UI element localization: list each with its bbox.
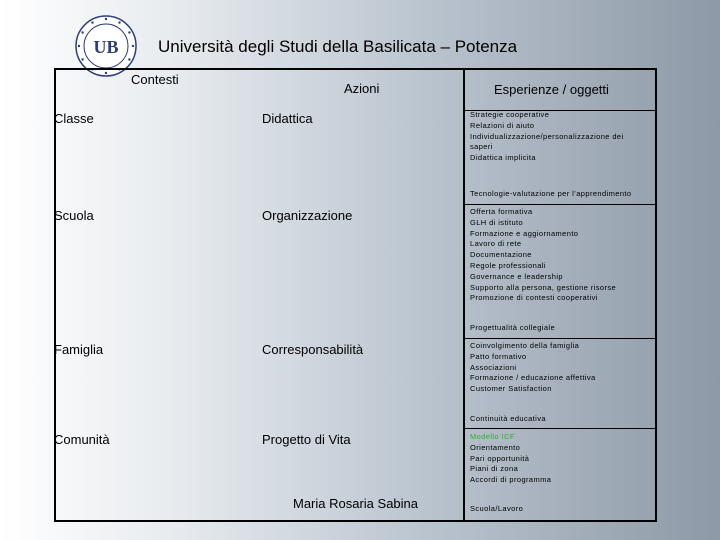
list-item: Regole professionali xyxy=(470,260,546,270)
cell-contesto-famiglia: Famiglia xyxy=(54,342,104,357)
esperienze-footer: Continuità educativa xyxy=(470,414,546,423)
list-item: Offerta formativa xyxy=(470,207,533,216)
list-item: Formazione e aggiornamento xyxy=(470,228,579,238)
list-item: Pari opportunità xyxy=(470,453,530,463)
table-right-border xyxy=(655,68,657,522)
list-item: Strategie cooperative xyxy=(470,110,550,119)
esperienze-list xyxy=(470,432,551,486)
list-item: Accordi di programma xyxy=(470,475,552,485)
list-item: Lavoro di rete xyxy=(470,239,522,249)
list-item: Relazioni di aiuto xyxy=(470,120,535,130)
esperienze-list xyxy=(470,207,616,304)
list-item: Associazioni xyxy=(470,362,517,372)
table-column-divider xyxy=(463,68,465,522)
esperienze-footer: Tecnologie-valutazione per l’apprendimento xyxy=(470,189,632,198)
esperienze-list xyxy=(470,341,596,395)
cell-azione-progetto-di-vita: Progetto di Vita xyxy=(262,432,351,447)
cell-azione-didattica: Didattica xyxy=(262,111,313,126)
table-row-divider xyxy=(463,204,655,205)
table-row-divider xyxy=(463,338,655,339)
header-azioni: Azioni xyxy=(344,81,380,96)
esperienze-footer: Scuola/Lavoro xyxy=(470,504,524,513)
esperienze-footer: Progettualità collegiale xyxy=(470,323,556,332)
list-item: Promozione di contesti cooperativi xyxy=(470,293,598,303)
cell-azione-corresponsabilita: Corresponsabilità xyxy=(262,342,364,357)
logo-monogram: UB xyxy=(93,37,119,57)
cell-contesto-scuola: Scuola xyxy=(54,208,94,223)
author-name: Maria Rosaria Sabina xyxy=(293,496,419,511)
list-item: Patto formativo xyxy=(470,351,527,361)
page-title: Università degli Studi della Basilicata – Potenza xyxy=(158,37,518,56)
cell-azione-organizzazione: Organizzazione xyxy=(262,208,353,223)
table-bottom-border xyxy=(54,520,657,522)
list-item: Customer Satisfaction xyxy=(470,384,552,394)
table-row-divider xyxy=(463,428,655,429)
list-item: Orientamento xyxy=(470,442,521,452)
list-item: Documentazione xyxy=(470,250,532,260)
table-left-border xyxy=(54,68,56,522)
list-item: Coinvolgimento della famiglia xyxy=(470,341,580,350)
list-item: Governance e leadership xyxy=(470,271,564,281)
list-item: GLH di istituto xyxy=(470,217,524,227)
list-item: saperi xyxy=(470,142,493,152)
header-contesti: Contesti xyxy=(131,72,179,87)
list-item: Individualizzazione/personalizzazione dei xyxy=(470,131,624,141)
list-item: Piani di zona xyxy=(470,464,519,474)
list-item-highlight: Modello ICF xyxy=(470,432,515,441)
list-item: Formazione / educazione affettiva xyxy=(470,373,596,383)
header-esperienze: Esperienze / oggetti xyxy=(494,82,609,97)
list-item: Didattica implicita xyxy=(470,153,536,163)
cell-contesto-classe: Classe xyxy=(54,111,94,126)
list-item: Supporto alla persona, gestione risorse xyxy=(470,282,617,292)
cell-contesto-comunita: Comunità xyxy=(54,432,110,447)
esperienze-list xyxy=(470,110,624,164)
table-top-border xyxy=(54,68,657,70)
